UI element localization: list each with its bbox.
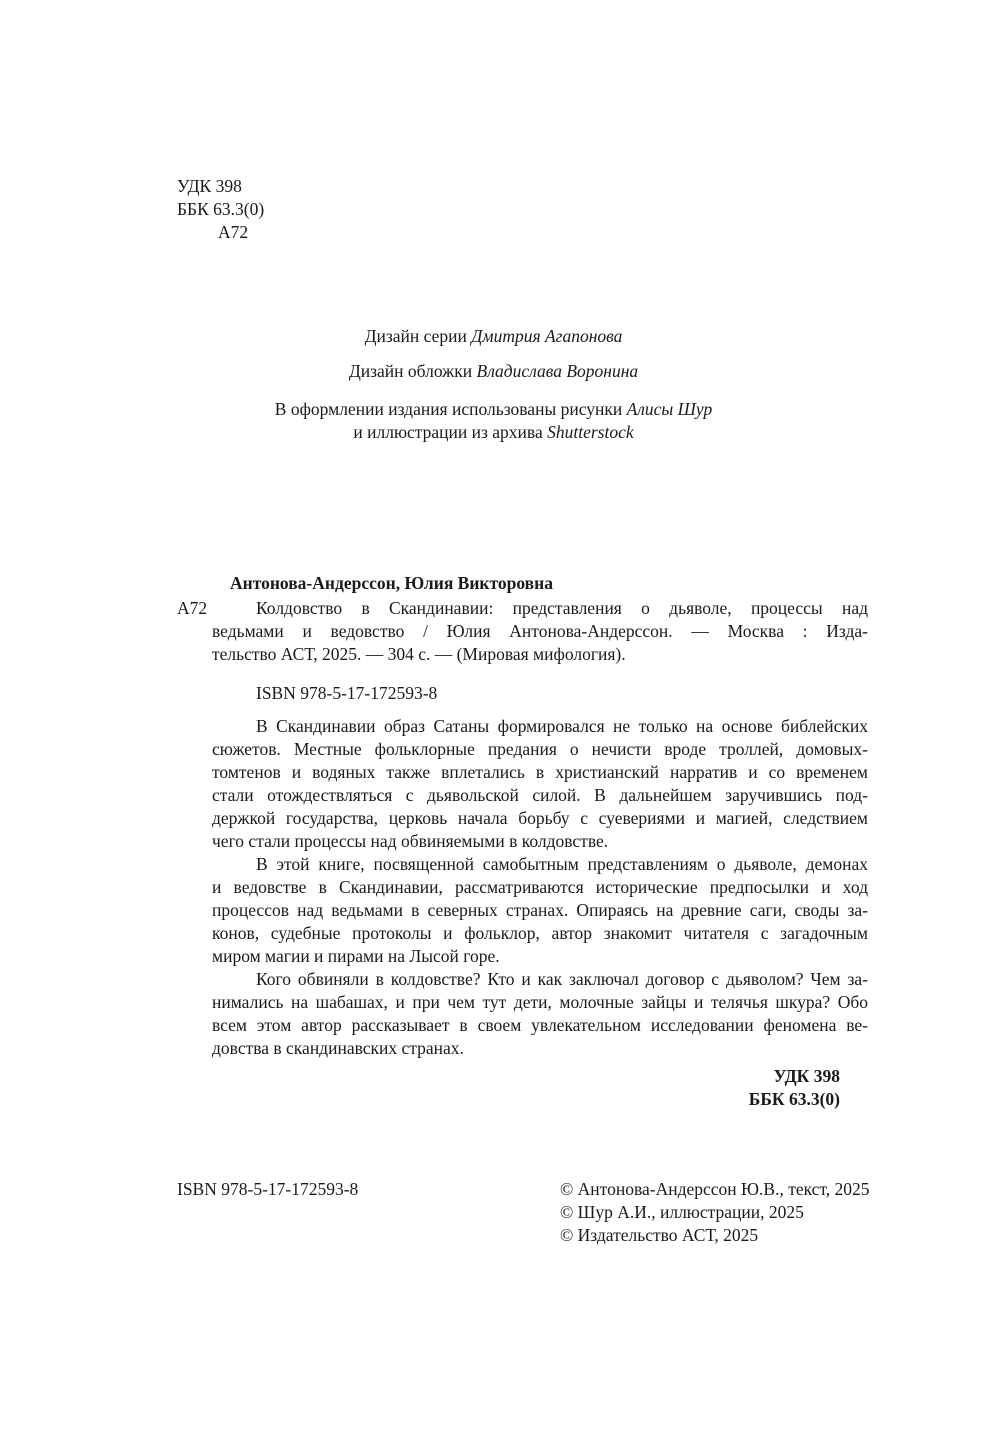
archive-label: и иллюстрации из архива [353,422,548,442]
cover-design-label: Дизайн обложки [348,361,477,381]
index-bbk: ББК 63.3(0) [748,1089,840,1109]
illustrations-credit-line1 [0,398,987,421]
copyright-block [560,1178,870,1247]
annotation-line: сюжетов. Местные фольклорные предания о нечисти вроде троллей, домовых- [212,739,868,759]
author-mark: А72 [218,222,249,242]
record-title-block [212,597,868,666]
annotation-line: стали отождествляться с дьявольской силой. В дальнейшем заручившись под- [212,785,868,805]
annotation-line: и ведовстве в Скандинавии, рассматриваются исторические предпосылки и ход [212,877,868,897]
annotation-line: В этой книге, посвященной самобытным представлениям о дьяволе, демонах [256,854,868,874]
cover-design-credit [0,360,987,383]
cover-designer-name: Владислава Воронина [476,361,639,381]
annotation [212,715,868,1060]
annotation-line: Кого обвиняли в колдовстве? Кто и как заключал договор с дьяволом? Чем за- [256,969,868,989]
annotation-line: процессов над ведьмами в северных странах. Опираясь на древние саги, своды за- [212,900,868,920]
annotation-line: нимались на шабашах, и при чем тут дети, молочные зайцы и телячья шкура? Обо [212,992,868,1012]
index-udk: УДК 398 [773,1066,840,1086]
index-codes [600,1065,840,1111]
annotation-line: держкой государства, церковь начала борьбу с суевериями и магией, следствием [212,808,868,828]
classification-block [177,175,264,244]
record-title-line: Колдовство в Скандинавии: представления о дьяволе, процессы над [256,598,868,618]
annotation-line: довства в скандинавских странах. [212,1038,464,1058]
copyright-illustrator: © Шур А.И., иллюстрации, 2025 [560,1202,804,1222]
record-title-line: ведьмами и ведовство / Юлия Антонова-Андерссон. — Москва : Изда- [212,621,868,641]
series-designer-name: Дмитрия Агапонова [471,326,623,346]
annotation-line: чего стали процессы над обвиняемыми в колдовстве. [212,831,609,851]
annotation-line: В Скандинавии образ Сатаны формировался не только на основе библейских [256,716,868,736]
illustrations-label: В оформлении издания использованы рисунки [274,399,627,419]
illustrator-name: Алисы Шур [626,399,713,419]
copyright-publisher: © Издательство АСТ, 2025 [560,1225,759,1245]
record-isbn: ISBN 978-5-17-172593-8 [256,683,438,703]
footer-isbn: ISBN 978-5-17-172593-8 [177,1179,359,1199]
annotation-paragraph-1 [212,715,868,853]
record-author: Антонова-Андерссон, Юлия Викторовна [230,573,553,593]
illustrations-credit-line2 [0,421,987,444]
annotation-line: томтенов и водяных также вплетались в христианский нарратив и со временем [212,762,868,782]
annotation-line: миром магии и пирами на Лысой горе. [212,946,500,966]
udk-code: УДК 398 [177,176,242,196]
annotation-line: конов, судебные протоколы и фольклор, автор знакомит читателя с загадочным [212,923,868,943]
annotation-paragraph-2 [212,853,868,968]
archive-name: Shutterstock [547,422,634,442]
annotation-line: всем этом автор рассказывает в своем увлекательном исследовании феномена ве- [212,1015,868,1035]
annotation-paragraph-3 [212,968,868,1060]
series-design-label: Дизайн серии [364,326,472,346]
record-title-line: тельство АСТ, 2025. — 304 с. — (Мировая мифология). [212,644,626,664]
copyright-author: © Антонова-Андерссон Ю.В., текст, 2025 [560,1179,870,1199]
bbk-code: ББК 63.3(0) [177,199,265,219]
record-author-mark: А72 [177,598,208,618]
series-design-credit [0,325,987,348]
